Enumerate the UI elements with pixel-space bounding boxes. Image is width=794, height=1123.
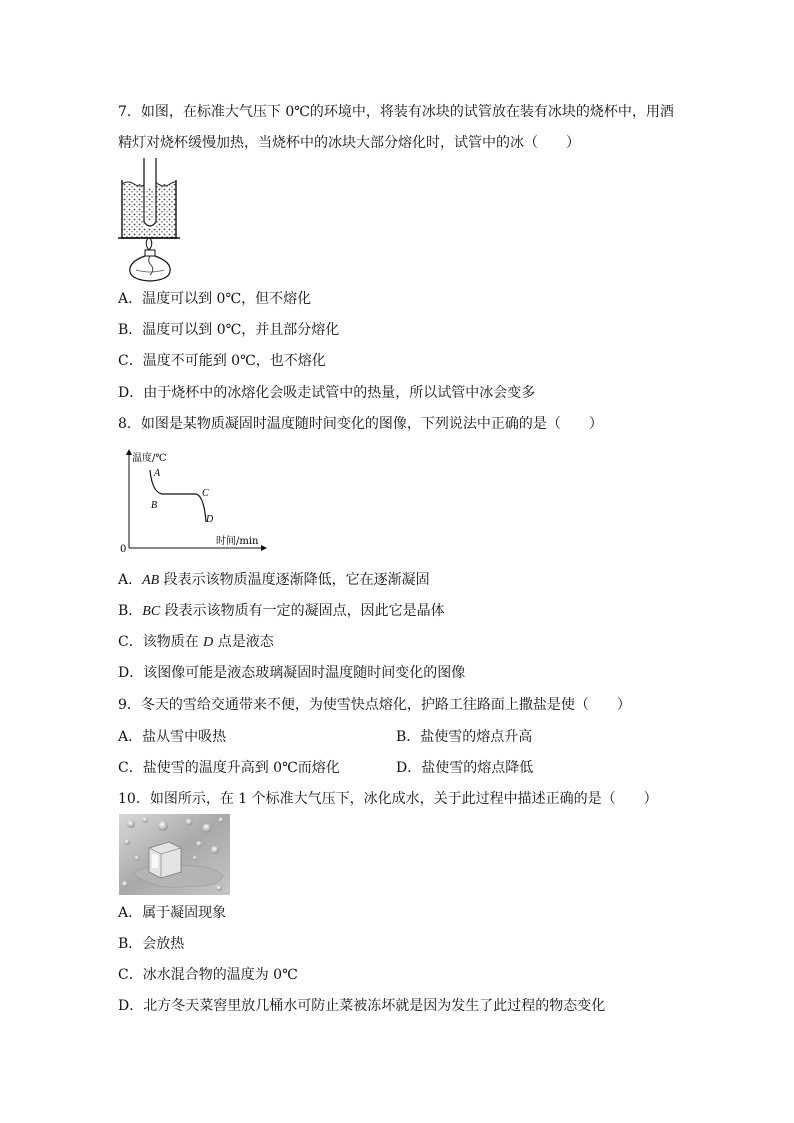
q8-option-d [118,663,465,683]
q10-stem: 10．如图所示，在 1 个标准大气压下，冰化成水，关于此过程中描述正确的是（ ） [118,791,658,807]
q9-option-a: A．盐从雪中吸热 [118,729,227,745]
q8-option-b-text: 段表示该物质有一定的凝固点，因此它是晶体 [160,603,445,619]
q7-stem-line1: 7．如图，在标准大气压下 0℃的环境中，将装有冰块的试管放在装有冰块的烧杯中，用酒 [118,104,674,120]
q8-option-b-prefix: B． [118,603,143,619]
q8-option-b-var: BC [142,604,161,619]
q8-option-c-text: 点是液态 [213,634,274,650]
q8-option-a-prefix: A． [118,572,143,588]
q7-option-b: B．温度可以到 0℃，并且部分熔化 [118,322,340,338]
q8-option-a-var: AB [142,573,160,588]
q8-stem: 8．如图是某物质凝固时温度随时间变化的图像，下列说法中正确的是（ ） [118,416,603,432]
q10-option-a: A．属于凝固现象 [118,905,227,921]
q9-option-c: C．盐使雪的温度升高到 0℃而熔化 [118,760,340,776]
q10-option-d: D．北方冬天菜窖里放几桶水可防止菜被冻坏就是因为发生了此过程的物态变化 [118,998,606,1014]
y-axis-label: 温度/℃ [132,453,167,464]
point-a-label: A [154,468,161,479]
q8-option-a [118,570,430,591]
origin-label: 0 [120,544,127,555]
q9-option-d: D．盐使雪的熔点降低 [396,760,534,776]
q10-option-b: B．会放热 [118,936,185,952]
point-b-label: B [151,500,158,511]
q9-option-b: B．盐使雪的熔点升高 [396,729,533,745]
q8-option-c-prefix: C．该物质在 [118,634,204,650]
q8-option-b [118,601,445,622]
flame [146,238,152,250]
point-d-label: D [206,514,214,525]
x-axis-label: 时间/min [216,536,259,547]
q8-option-c-var: D [203,635,214,650]
q9-stem: 9．冬天的雪给交通带来不便，为使雪快点熔化，护路工往路面上撒盐是使（ ） [118,697,631,713]
q8-option-d-prefix: D．该图像可能是液态玻璃凝固时温度随时间变化的图像 [118,665,466,681]
alcohol-lamp [130,256,170,281]
q10-option-c: C．冰水混合物的温度为 0℃ [118,967,298,983]
melting-ice-photo [119,814,230,895]
cooling-curve-graph [118,448,268,556]
q7-option-a: A．温度可以到 0℃，但不熔化 [118,291,312,307]
q8-option-a-text: 段表示该物质温度逐渐降低，它在逐渐凝固 [159,572,430,588]
q8-option-c [118,632,274,653]
point-c-label: C [202,488,209,499]
q7-option-c: C．温度不可能到 0℃，也不熔化 [118,353,326,369]
beaker-alcohol-lamp-figure [118,158,182,284]
q7-stem-line2: 精灯对烧杯缓慢加热，当烧杯中的冰块大部分熔化时，试管中的冰（ ） [118,135,580,151]
q7-option-d: D．由于烧杯中的冰熔化会吸走试管中的热量，所以试管中冰会变多 [118,385,536,401]
